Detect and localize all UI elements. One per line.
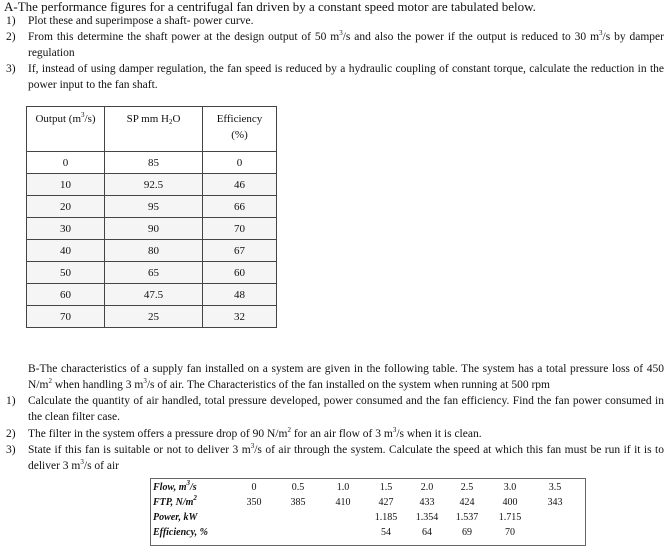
header-sp: SP mm $H_2O$ [105,107,203,152]
table-row: 40 80 67 [27,240,277,262]
section-a-item-1: 1) Plot these and superimpose a shaft- power curve. [6,15,254,27]
section-b-item-3: 3) State if this fan is suitable or not to deliver 3 $m^3/s$ of air through the system. Calculate the speed at which this fan must be run if it is to deliver 3 $m^3/s$ of air [6,442,664,472]
section-b-intro: B-The characteristics of a supply fan installed on a system are given in the following table. The system has a total pressure loss of 450 $N/m^2$ when handling 3 $m^3/s$ of air. The Characteristics of the fan installed on the system when running at 500 rpm [28,363,664,391]
section-b-item-1: 1) Calculate the quantity of air handled, total pressure developed, power consumed and the fan efficiency. Find the fan power consumed in the clean filter case. [6,395,664,423]
section-b-item-2: 2) The filter in the system offers a pressure drop of 90 $N/m^2$ for an air flow of 3 $m^3/s$ when it is clean. [6,426,482,440]
table-row: 20 95 66 [27,196,277,218]
header-efficiency: Efficiency (%) [203,107,277,152]
table-row: FTP, $N/m^2$ 350 385 410 427 433 424 400 343 [153,494,563,508]
table-row: 0 85 0 [27,152,277,174]
table-row: 60 47.5 48 [27,284,277,306]
header-output: Output $(m^3/s)$ [27,107,105,152]
table-row: 10 92.5 46 [27,174,277,196]
table-row: Power, kW 1.185 1.354 1.537 1.715 [153,512,522,523]
table-row: 30 90 70 [27,218,277,240]
table-row: 50 65 60 [27,262,277,284]
table-row: Flow, $m^3/s$ 0 0.5 1.0 1.5 2.0 2.5 3.0 3.5 [153,479,562,493]
table-row: 70 25 32 [27,306,277,328]
fan-performance-table [26,106,277,328]
fan-characteristics-table [150,478,586,546]
section-a-item-3: 3) If, instead of using damper regulation, the fan speed is reduced by a hydraulic coupling of constant torque, calculate the reduction in the power input to the fan shaft. [6,63,664,91]
section-a-item-2: 2) From this determine the shaft power at the design output of 50 $m^3/s$ and also the power if the output is reduced to 30 $m^3/s$ by damper regulation [6,29,664,59]
section-a-title: A-The performance figures for a centrifugal fan driven by a constant speed motor are tabulated below. [4,0,536,14]
table-row: Efficiency, % 54 64 69 70 [153,527,515,538]
